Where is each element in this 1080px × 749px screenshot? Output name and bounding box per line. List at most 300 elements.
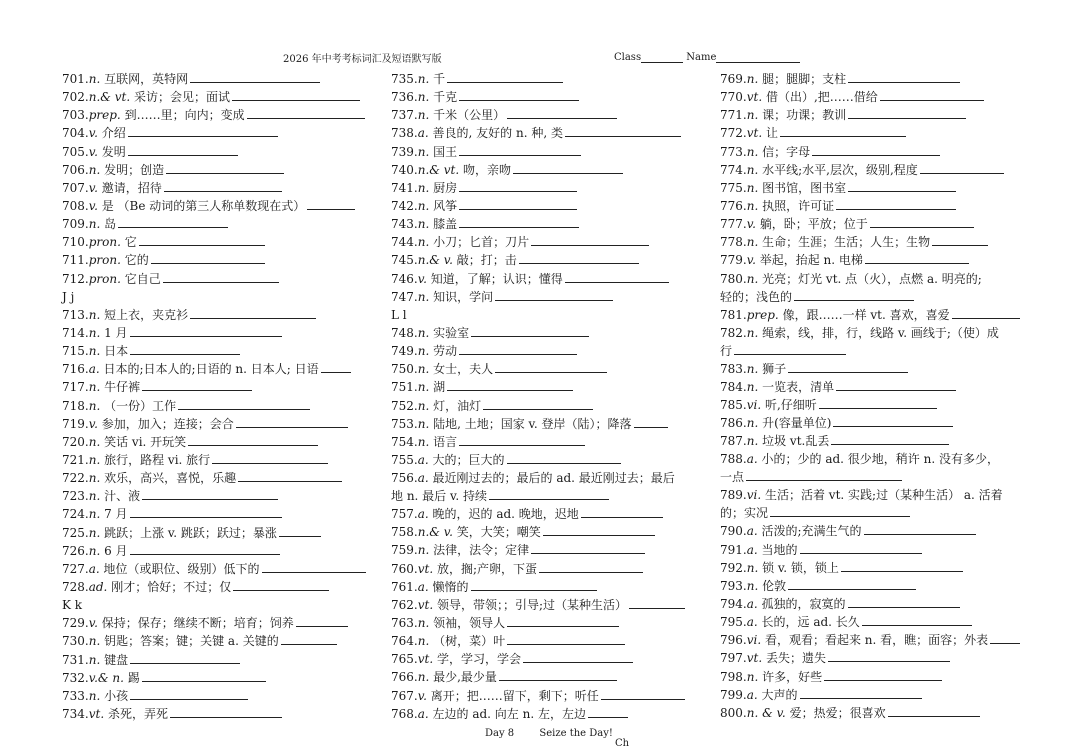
definition: 吻，亲吻 xyxy=(463,162,512,177)
item-number: 760. xyxy=(391,561,418,576)
answer-blank[interactable] xyxy=(848,106,966,119)
item-number: 786. xyxy=(720,416,747,431)
definition: 跳跃；上涨 v. 跳跃；跃过；暴涨 xyxy=(104,525,277,540)
item-number: 730. xyxy=(62,634,89,649)
part-of-speech: a. xyxy=(88,362,100,377)
answer-blank[interactable] xyxy=(539,560,643,573)
answer-blank[interactable] xyxy=(788,577,916,590)
section-letter: K k xyxy=(62,598,83,613)
definition: 活泼的;充满生气的 xyxy=(761,524,862,539)
definition: 千克 xyxy=(433,90,458,105)
vocab-item xyxy=(62,306,382,324)
definition: 狮子 xyxy=(762,361,787,376)
item-number: 769. xyxy=(720,72,747,86)
answer-blank[interactable] xyxy=(513,161,623,174)
answer-blank[interactable] xyxy=(543,523,655,536)
part-of-speech: v. xyxy=(88,126,98,141)
vocab-item xyxy=(391,469,711,505)
item-number: 781. xyxy=(720,307,747,322)
answer-blank[interactable] xyxy=(130,342,240,355)
answer-blank[interactable] xyxy=(836,197,956,210)
answer-blank[interactable] xyxy=(824,668,942,681)
answer-blank[interactable] xyxy=(495,360,607,373)
answer-blank[interactable] xyxy=(932,233,988,246)
answer-blank[interactable] xyxy=(489,487,609,500)
part-of-speech: n. xyxy=(88,307,101,322)
item-number: 749. xyxy=(391,344,418,359)
part-of-speech: v. xyxy=(88,180,98,195)
answer-blank[interactable] xyxy=(507,632,625,645)
definition: 风筝 xyxy=(433,198,458,213)
answer-blank[interactable] xyxy=(601,687,685,700)
vocab-item xyxy=(391,270,711,288)
answer-blank[interactable] xyxy=(212,451,328,464)
answer-blank[interactable] xyxy=(565,270,669,283)
item-number: 701. xyxy=(62,72,89,86)
answer-blank[interactable] xyxy=(130,651,240,664)
part-of-speech: n. xyxy=(417,434,430,449)
vocab-item xyxy=(720,161,1030,179)
part-of-speech: v. xyxy=(88,416,98,431)
vocab-item xyxy=(391,143,711,161)
vocab-item xyxy=(391,451,711,469)
part-of-speech: v. xyxy=(88,198,98,213)
part-of-speech: n. xyxy=(746,560,759,575)
item-number: 709. xyxy=(62,217,89,232)
answer-blank[interactable] xyxy=(495,288,613,301)
answer-blank[interactable] xyxy=(870,215,974,228)
vocab-item xyxy=(391,197,711,215)
answer-blank[interactable] xyxy=(170,705,282,718)
definition-continued: 行 xyxy=(720,343,733,358)
answer-blank[interactable] xyxy=(880,88,984,101)
definition: 丢失；遗失 xyxy=(765,651,826,666)
answer-blank[interactable] xyxy=(828,649,950,662)
part-of-speech: n. xyxy=(417,72,430,86)
item-number: 785. xyxy=(720,397,747,412)
item-number: 743. xyxy=(391,217,418,232)
item-number: 736. xyxy=(391,90,418,105)
part-of-speech: a. xyxy=(746,596,758,611)
vocab-item xyxy=(62,324,382,342)
answer-blank[interactable] xyxy=(459,143,581,156)
vocab-item xyxy=(391,705,711,723)
definition: 图书馆，图书室 xyxy=(762,180,847,195)
vocab-item xyxy=(720,559,1030,577)
answer-blank[interactable] xyxy=(794,288,914,301)
part-of-speech: pron. xyxy=(88,235,121,250)
item-number: 734. xyxy=(62,706,89,721)
answer-blank[interactable] xyxy=(471,324,589,337)
page-title: 2026 年中考考标词汇及短语默写版 xyxy=(283,54,442,65)
answer-blank[interactable] xyxy=(459,179,577,192)
answer-blank[interactable] xyxy=(128,143,238,156)
definition: 小孩 xyxy=(104,688,129,703)
answer-blank[interactable] xyxy=(130,542,280,555)
definition: 发明；创造 xyxy=(104,162,165,177)
answer-blank[interactable] xyxy=(142,487,278,500)
answer-blank[interactable] xyxy=(166,161,284,174)
part-of-speech: a. xyxy=(746,524,758,539)
definition: 日本的;日本人的;日语的 n. 日本人; 日语 xyxy=(103,362,319,377)
definition: 课；功课；教训 xyxy=(762,108,847,123)
vocab-item xyxy=(720,704,1030,722)
definition: 懒惰的 xyxy=(432,579,469,594)
item-number: 751. xyxy=(391,380,418,395)
vocab-item xyxy=(720,124,1030,142)
part-of-speech: n. xyxy=(417,380,430,395)
item-number: 708. xyxy=(62,198,89,213)
vocab-item xyxy=(391,233,711,251)
vocab-item xyxy=(62,433,382,451)
vocab-item xyxy=(720,233,1030,251)
definition: 短上衣，夹克衫 xyxy=(104,307,189,322)
answer-blank[interactable] xyxy=(788,360,908,373)
definition: 最近刚过去的；最后的 ad. 最近刚过去；最后 xyxy=(432,471,675,486)
vocab-item xyxy=(391,106,711,124)
answer-blank[interactable] xyxy=(770,504,910,517)
vocab-item xyxy=(391,70,711,88)
vocab-item xyxy=(720,270,1030,306)
part-of-speech: n. xyxy=(88,217,101,232)
column-2 xyxy=(391,70,711,723)
part-of-speech: n. xyxy=(746,379,759,394)
answer-blank[interactable] xyxy=(780,124,906,137)
vocab-item xyxy=(391,161,711,179)
answer-blank[interactable] xyxy=(130,505,282,518)
item-number: 704. xyxy=(62,126,89,141)
definition: 采访；会见；面试 xyxy=(134,90,231,105)
part-of-speech: n. xyxy=(746,271,759,286)
answer-blank[interactable] xyxy=(164,179,282,192)
item-number: 728. xyxy=(62,579,89,594)
part-of-speech: vt. xyxy=(746,90,763,105)
footer-extra: Ch xyxy=(615,738,630,749)
answer-blank[interactable] xyxy=(746,468,902,481)
vocab-item xyxy=(720,215,1030,233)
part-of-speech: n. xyxy=(88,507,101,522)
item-number: 739. xyxy=(391,144,418,159)
item-number: 718. xyxy=(62,398,89,413)
answer-blank[interactable] xyxy=(307,197,355,210)
vocab-item xyxy=(62,487,382,505)
vocab-item xyxy=(62,505,382,523)
part-of-speech: n. xyxy=(88,634,101,649)
answer-blank[interactable] xyxy=(190,306,316,319)
item-number: 741. xyxy=(391,180,418,195)
vocab-item xyxy=(720,613,1030,631)
definition: 6 月 xyxy=(104,543,128,558)
answer-blank[interactable] xyxy=(296,614,348,627)
vocab-item xyxy=(720,360,1030,378)
vocab-item xyxy=(720,179,1030,197)
answer-blank[interactable] xyxy=(151,251,265,264)
part-of-speech: n. & v. xyxy=(746,705,786,720)
vocab-item xyxy=(62,215,382,233)
vocab-item xyxy=(391,632,711,650)
answer-blank[interactable] xyxy=(236,415,348,428)
answer-blank[interactable] xyxy=(507,106,617,119)
item-number: 770. xyxy=(720,90,747,105)
answer-blank[interactable] xyxy=(321,360,351,373)
part-of-speech: a. xyxy=(417,507,429,522)
vocab-item xyxy=(62,360,382,378)
item-number: 755. xyxy=(391,452,418,467)
answer-blank[interactable] xyxy=(163,270,279,283)
answer-blank[interactable] xyxy=(232,88,360,101)
answer-blank[interactable] xyxy=(519,251,639,264)
answer-blank[interactable] xyxy=(190,70,320,83)
vocab-item xyxy=(720,595,1030,613)
item-number: 765. xyxy=(391,652,418,667)
answer-blank[interactable] xyxy=(920,161,1004,174)
item-number: 754. xyxy=(391,434,418,449)
part-of-speech: prep. xyxy=(746,307,779,322)
vocab-item xyxy=(62,469,382,487)
item-number: 746. xyxy=(391,271,418,286)
item-number: 764. xyxy=(391,634,418,649)
definition: 日本 xyxy=(104,344,129,359)
answer-blank[interactable] xyxy=(459,197,577,210)
answer-blank[interactable] xyxy=(848,70,960,83)
item-number: 703. xyxy=(62,108,89,123)
answer-blank[interactable] xyxy=(447,70,563,83)
part-of-speech: n. xyxy=(88,489,101,504)
answer-blank[interactable] xyxy=(130,324,282,337)
answer-blank[interactable] xyxy=(281,632,337,645)
definition: 它自己 xyxy=(124,271,161,286)
vocab-item xyxy=(720,668,1030,686)
answer-blank[interactable] xyxy=(233,578,329,591)
answer-blank[interactable] xyxy=(178,397,310,410)
item-number: 732. xyxy=(62,670,89,685)
definition: 互联网，英特网 xyxy=(104,72,189,86)
definition: 大声的 xyxy=(761,687,798,702)
item-number: 775. xyxy=(720,180,747,195)
vocab-item xyxy=(62,270,382,288)
footer-day: Day 8 xyxy=(485,728,515,739)
answer-blank[interactable] xyxy=(952,306,1020,319)
answer-blank[interactable] xyxy=(848,595,960,608)
part-of-speech: n. xyxy=(417,615,430,630)
definition: 躺，卧；平放；位于 xyxy=(759,217,868,232)
vocab-item xyxy=(720,522,1030,540)
answer-blank[interactable] xyxy=(483,397,593,410)
answer-blank[interactable] xyxy=(459,88,579,101)
answer-blank[interactable] xyxy=(990,631,1020,644)
answer-blank[interactable] xyxy=(447,378,573,391)
item-number: 702. xyxy=(62,90,89,105)
answer-blank[interactable] xyxy=(499,668,617,681)
answer-blank[interactable] xyxy=(734,342,846,355)
part-of-speech: a. xyxy=(88,561,100,576)
vocab-item xyxy=(62,397,382,415)
item-number: 723. xyxy=(62,489,89,504)
item-number: 750. xyxy=(391,362,418,377)
answer-blank[interactable] xyxy=(888,704,980,717)
item-number: 716. xyxy=(62,362,89,377)
answer-blank[interactable] xyxy=(459,342,577,355)
item-number: 779. xyxy=(720,253,747,268)
vocab-item xyxy=(62,161,382,179)
answer-blank[interactable] xyxy=(471,578,597,591)
definition: （树，菜）叶 xyxy=(433,634,506,649)
answer-blank[interactable] xyxy=(864,522,976,535)
answer-blank[interactable] xyxy=(459,215,579,228)
part-of-speech: a. xyxy=(417,706,429,721)
answer-blank[interactable] xyxy=(588,705,628,718)
item-number: 748. xyxy=(391,325,418,340)
vocab-item xyxy=(391,342,711,360)
vocab-item xyxy=(391,360,711,378)
part-of-speech: n. xyxy=(417,325,430,340)
answer-blank[interactable] xyxy=(865,251,969,264)
definition: 看，观看；看起来 n. 看，瞧；面容；外表 xyxy=(764,633,989,648)
item-number: 712. xyxy=(62,271,89,286)
definition: 绳索，线，排，行，线路 v. 画线于;（使）成 xyxy=(762,325,999,340)
answer-blank[interactable] xyxy=(581,505,663,518)
definition: 1 月 xyxy=(104,325,128,340)
answer-blank[interactable] xyxy=(142,669,266,682)
item-number: 711. xyxy=(62,253,89,268)
item-number: 724. xyxy=(62,507,89,522)
item-number: 792. xyxy=(720,560,747,575)
answer-blank[interactable] xyxy=(118,215,228,228)
answer-blank[interactable] xyxy=(507,451,621,464)
part-of-speech: n. xyxy=(746,235,759,250)
answer-blank[interactable] xyxy=(812,143,940,156)
part-of-speech: v. xyxy=(417,688,427,703)
answer-blank[interactable] xyxy=(800,541,922,554)
item-number: 794. xyxy=(720,596,747,611)
answer-blank[interactable] xyxy=(836,378,956,391)
item-number: 756. xyxy=(391,471,418,486)
vocab-item xyxy=(62,88,382,106)
class-blank[interactable] xyxy=(641,52,683,63)
answer-blank[interactable] xyxy=(139,233,265,246)
answer-blank[interactable] xyxy=(523,650,633,663)
definition: 7 月 xyxy=(104,507,128,522)
definition: 地位（或职位、级别）低下的 xyxy=(103,561,260,576)
part-of-speech: a. xyxy=(746,542,758,557)
item-number: 763. xyxy=(391,615,418,630)
answer-blank[interactable] xyxy=(629,596,685,609)
part-of-speech: n. xyxy=(88,688,101,703)
answer-blank[interactable] xyxy=(831,432,949,445)
vocab-item xyxy=(391,378,711,396)
item-number: 796. xyxy=(720,633,747,648)
vocab-item xyxy=(62,669,382,687)
answer-blank[interactable] xyxy=(459,433,585,446)
part-of-speech: n. xyxy=(746,578,759,593)
item-number: 761. xyxy=(391,579,418,594)
item-number: 799. xyxy=(720,687,747,702)
answer-blank[interactable] xyxy=(130,687,248,700)
definition: 语言 xyxy=(433,434,458,449)
part-of-speech: n.& v. xyxy=(417,525,453,540)
vocab-item xyxy=(62,233,382,251)
answer-blank[interactable] xyxy=(188,433,318,446)
part-of-speech: n. xyxy=(746,108,759,123)
definition: 女士，夫人 xyxy=(433,362,494,377)
vocab-item xyxy=(391,687,711,705)
part-of-speech: vi. xyxy=(746,397,762,412)
section-letter: L l xyxy=(391,307,407,322)
answer-blank[interactable] xyxy=(848,179,956,192)
answer-blank[interactable] xyxy=(128,124,278,137)
answer-blank[interactable] xyxy=(800,686,922,699)
part-of-speech: v. xyxy=(88,616,98,631)
item-number: 759. xyxy=(391,543,418,558)
definition-continued: 一点 xyxy=(720,470,745,485)
item-number: 747. xyxy=(391,289,418,304)
definition: 踢 xyxy=(127,670,140,685)
definition: 一览表，清单 xyxy=(762,379,835,394)
answer-blank[interactable] xyxy=(507,614,619,627)
part-of-speech: vt. xyxy=(417,597,434,612)
vocab-item xyxy=(62,578,382,596)
definition: 岛 xyxy=(104,217,117,232)
item-number: 715. xyxy=(62,344,89,359)
item-number: 710. xyxy=(62,235,89,250)
item-number: 725. xyxy=(62,525,89,540)
definition: 钥匙；答案；键；关键 a. 关键的 xyxy=(104,634,279,649)
part-of-speech: n. xyxy=(417,180,430,195)
vocab-item xyxy=(62,705,382,723)
vocab-item xyxy=(391,251,711,269)
answer-blank[interactable] xyxy=(862,613,972,626)
item-number: 773. xyxy=(720,144,747,159)
footer-motto: Seize the Day! xyxy=(539,728,613,739)
vocab-item xyxy=(62,70,382,88)
part-of-speech: a. xyxy=(417,452,429,467)
answer-blank[interactable] xyxy=(565,124,681,137)
definition: （一份）工作 xyxy=(104,398,177,413)
item-number: 776. xyxy=(720,198,747,213)
item-number: 795. xyxy=(720,615,747,630)
definition: 垃圾 vt.乱丢 xyxy=(762,434,830,449)
definition: 信；字母 xyxy=(762,144,811,159)
definition-continued: 轻的；浅色的 xyxy=(720,289,793,304)
part-of-speech: a. xyxy=(746,615,758,630)
answer-blank[interactable] xyxy=(819,396,937,409)
definition: 让 xyxy=(765,126,778,141)
item-number: 758. xyxy=(391,525,418,540)
definition: 陆地, 土地；国家 v. 登岸（陆）；降落 xyxy=(433,416,632,431)
vocab-item xyxy=(62,651,382,669)
definition: 是 （Be 动词的第三人称单数现在式） xyxy=(101,198,306,213)
vocab-item xyxy=(391,668,711,686)
part-of-speech: n. xyxy=(88,452,101,467)
definition: 厨房 xyxy=(433,180,458,195)
part-of-speech: n. xyxy=(417,235,430,250)
answer-blank[interactable] xyxy=(238,469,342,482)
answer-blank[interactable] xyxy=(531,233,649,246)
answer-blank[interactable] xyxy=(262,560,366,573)
part-of-speech: n. xyxy=(88,434,101,449)
column-3 xyxy=(720,70,1030,722)
answer-blank[interactable] xyxy=(531,541,645,554)
definition: 介绍 xyxy=(101,126,126,141)
name-blank[interactable] xyxy=(716,52,800,63)
page-header xyxy=(0,50,1080,66)
answer-blank[interactable] xyxy=(833,414,953,427)
answer-blank[interactable] xyxy=(841,559,963,572)
answer-blank[interactable] xyxy=(634,415,668,428)
answer-blank[interactable] xyxy=(142,378,252,391)
answer-blank[interactable] xyxy=(247,106,365,119)
answer-blank[interactable] xyxy=(279,524,321,537)
